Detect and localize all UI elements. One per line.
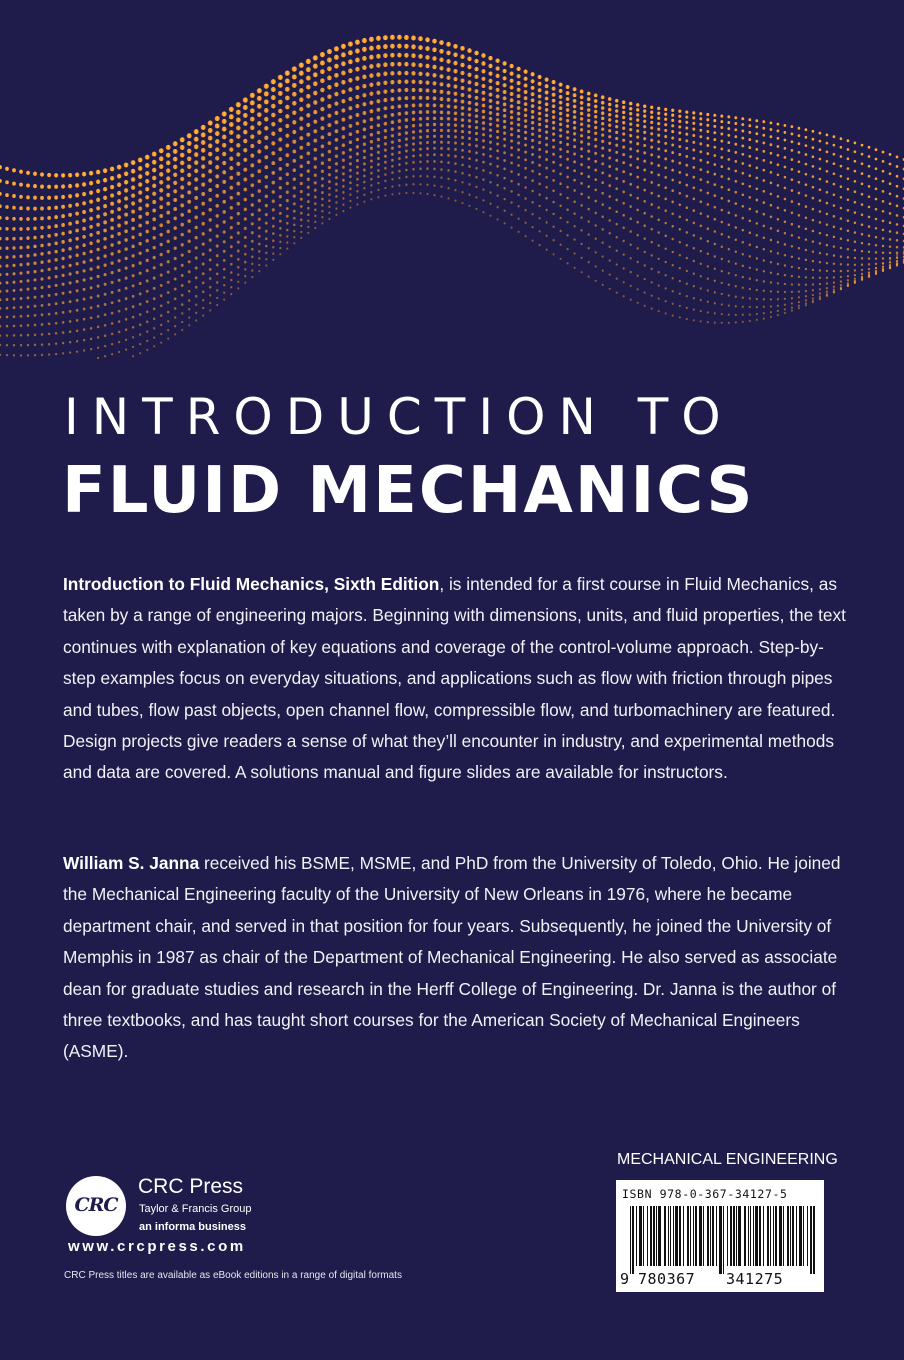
description-text: , is intended for a first course in Fluid Mechanics, as taken by a range of engineering majors. Beginning with dimensions, units, and fluid properties, the text continues with explanation of key equations and coverage of the control-volume approach. Step-by-step examples focus on everyday situations, and applications such as flow with friction through pipes and tubes, flow past objects, open channel flow, compressible flow, and turbomachinery are featured. Design projects give readers a sense of what they’ll encounter in industry, and experimental methods and data are covered. A solutions manual and figure slides are available for instructors. [63, 574, 846, 783]
publisher-url: www.crcpress.com [68, 1238, 246, 1255]
subject-category: MECHANICAL ENGINEERING [617, 1151, 838, 1168]
barcode-bars [630, 1206, 816, 1274]
isbn-barcode [616, 1180, 824, 1292]
title-line-1: INTRODUCTION TO [64, 388, 734, 446]
publisher-group: Taylor & Francis Group [139, 1203, 252, 1215]
barcode-digits-group-2: 341275 [726, 1270, 784, 1288]
publisher-business: an informa business [139, 1221, 246, 1233]
title-line-2: FLUID MECHANICS [62, 454, 755, 528]
isbn-label: ISBN 978-0-367-34127-5 [622, 1187, 788, 1201]
ebook-note: CRC Press titles are available as eBook editions in a range of digital formats [64, 1270, 402, 1281]
publisher-name: CRC Press [138, 1175, 244, 1198]
author-bio-text: received his BSME, MSME, and PhD from the University of Toledo, Ohio. He joined the Mechanical Engineering faculty of the University of New Orleans in 1976, where he became department chair, and served in that position for four years. Subsequently, he joined the University of Memphis in 1987 as chair of the Department of Mechanical Engineering. He also served as associate dean for graduate studies and research in the Herff College of Engineering. Dr. Janna is the author of three textbooks, and has taught short courses for the American Society of Mechanical Engineers (ASME). [63, 853, 841, 1062]
barcode-digits-group-1: 780367 [638, 1270, 696, 1288]
crc-logo-text: CRC [74, 1194, 118, 1216]
author-bio [63, 848, 853, 1068]
author-name: William S. Janna [63, 853, 200, 873]
book-description [63, 569, 853, 789]
fluid-wave-artwork [0, 0, 904, 360]
barcode-digit-first: 9 [620, 1270, 630, 1288]
description-bold-lead: Introduction to Fluid Mechanics, Sixth Edition [63, 574, 440, 594]
